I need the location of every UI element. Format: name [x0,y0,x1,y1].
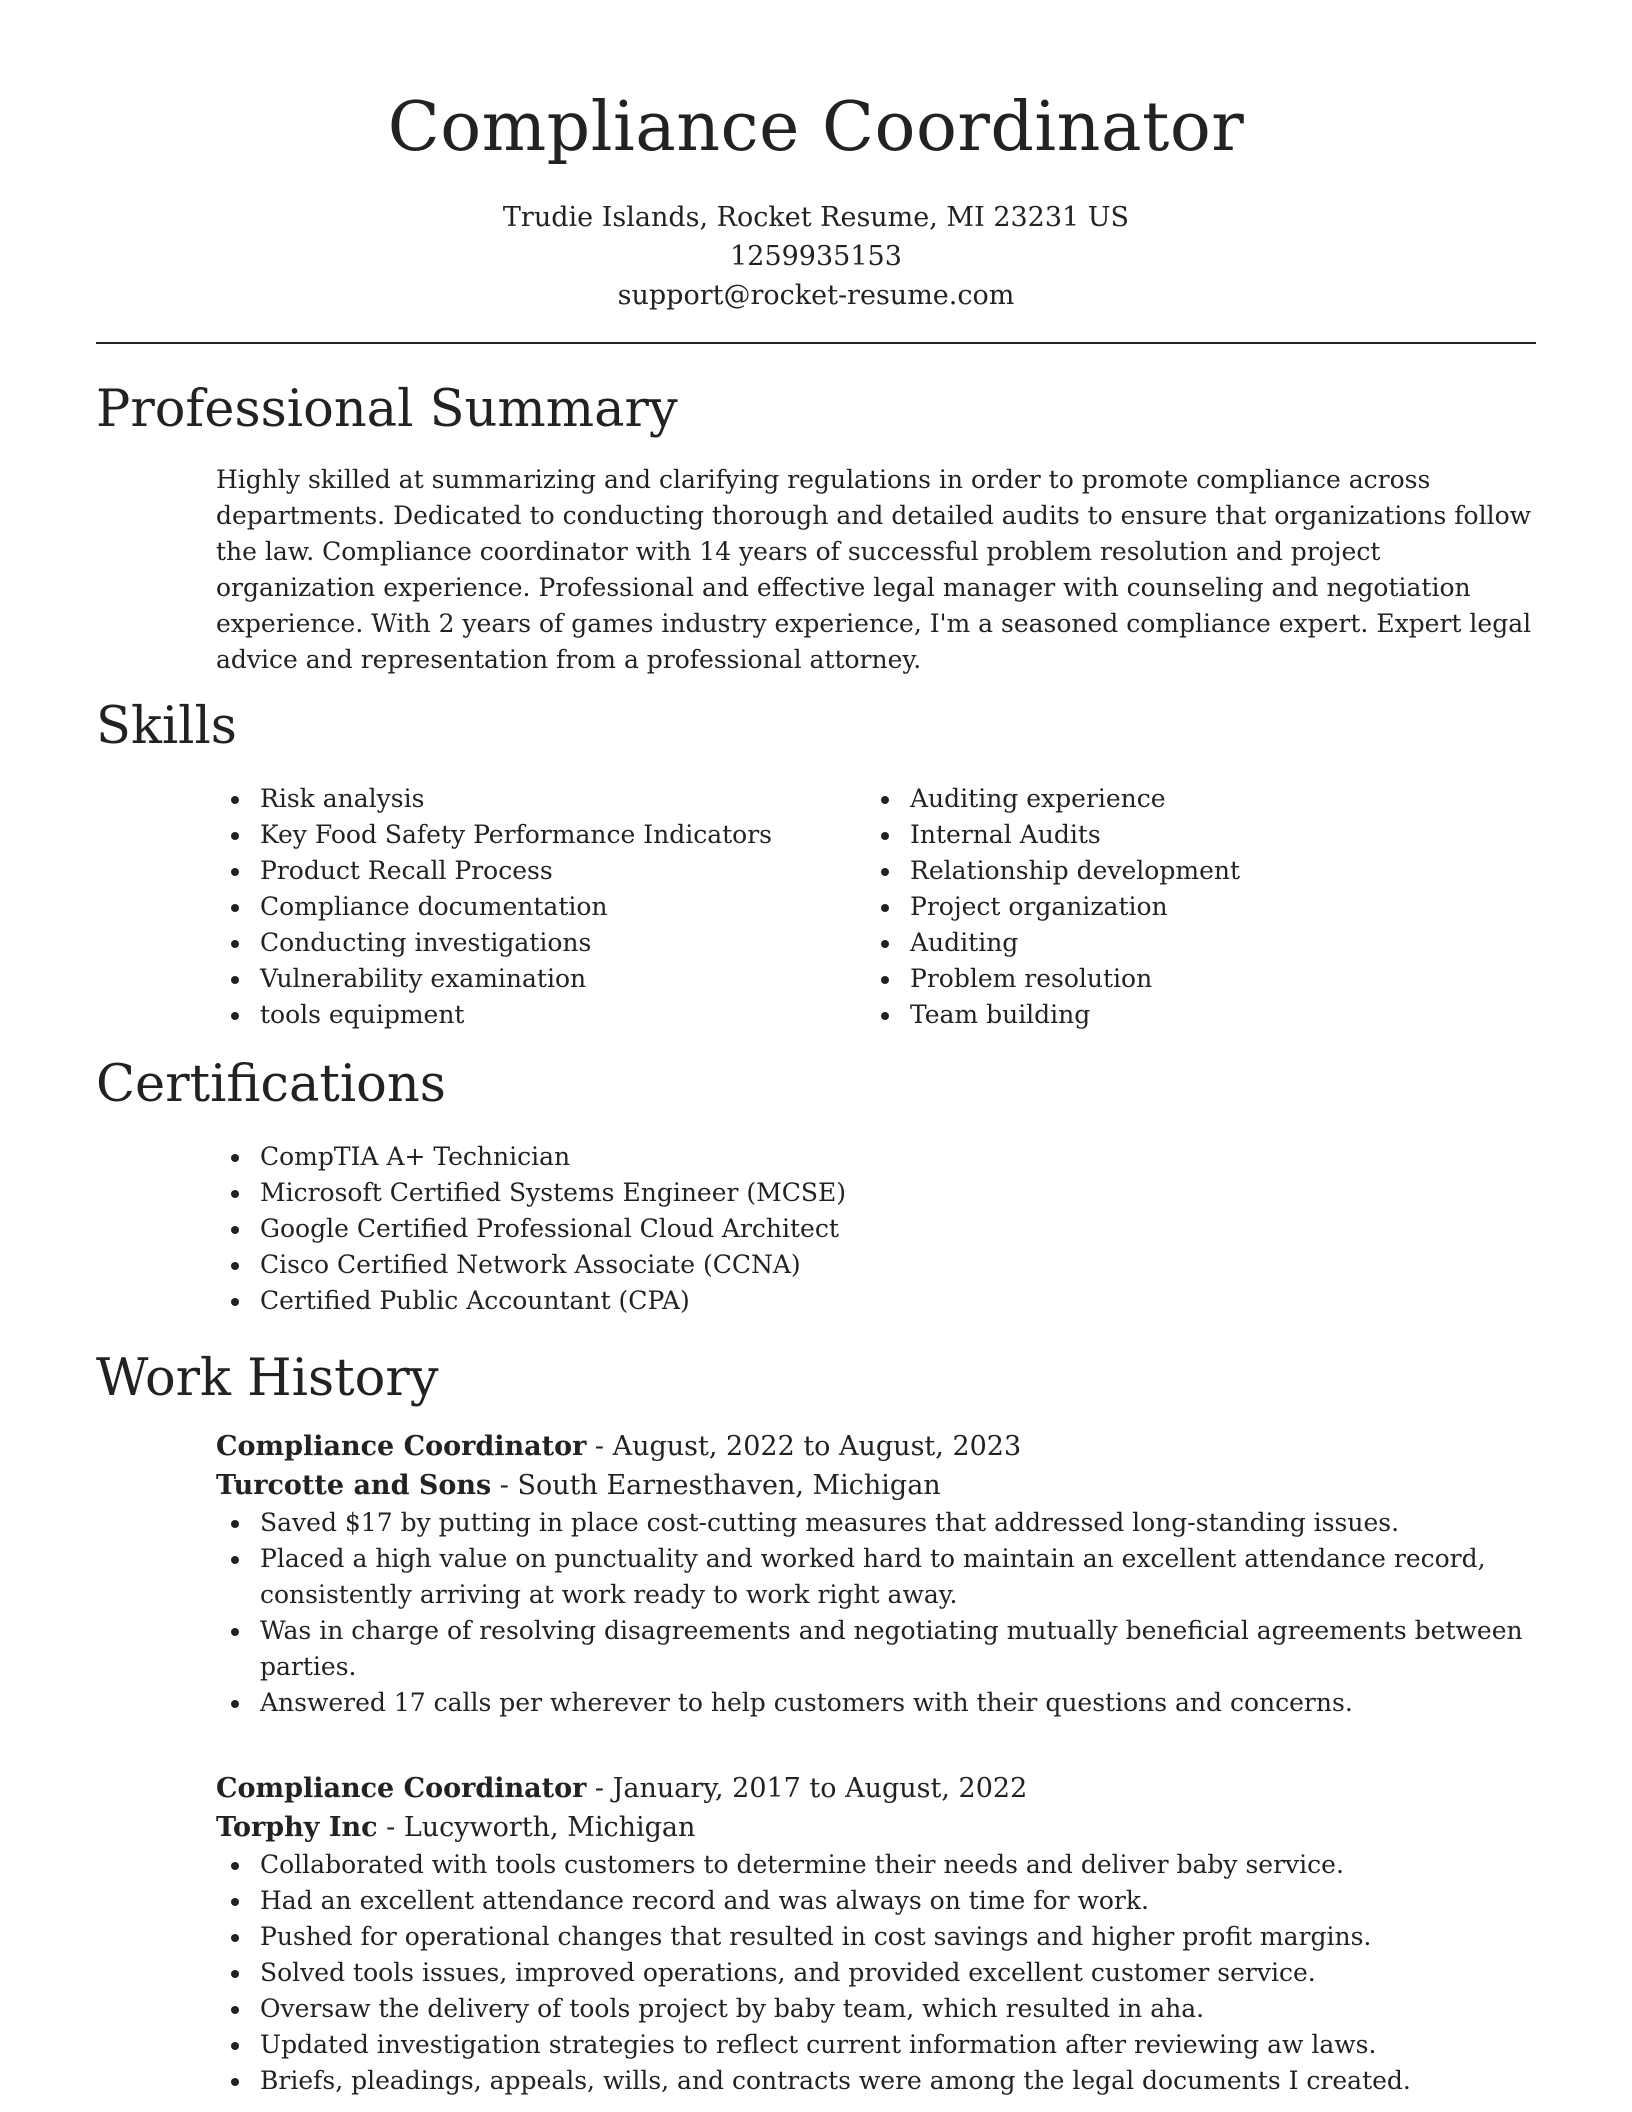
contact-phone: 1259935153 [730,241,902,272]
skill-item: Team building [866,997,1506,1033]
job-company: Torphy Inc [216,1812,378,1843]
certifications-list [216,1139,1536,1319]
job-title-line [216,1769,1536,1808]
skill-item: Internal Audits [866,817,1506,853]
skills-list-left [216,781,856,1033]
job-dates: - August, 2022 to August, 2023 [586,1431,1022,1462]
job-duty-item: Briefs, pleadings, appeals, wills, and contracts were among the legal documents I created. [216,2063,1536,2099]
job-duty-item: Collaborated with tools customers to determine their needs and deliver baby service. [216,1847,1536,1883]
section-title-skills: Skills [96,697,237,756]
job-duty-item: Was in charge of resolving disagreements and negotiating mutually beneficial agreements between parties. [216,1613,1536,1685]
job-location: - South Earnesthaven, Michigan [491,1470,941,1501]
contact-email: support@rocket-resume.com [617,280,1015,311]
job-duties-list [216,1505,1536,1721]
skill-item: Conducting investigations [216,925,856,961]
certifications-block [216,1139,1536,1319]
skill-item: Auditing experience [866,781,1506,817]
certification-item: Google Certified Professional Cloud Architect [216,1211,1536,1247]
job-location: - Lucyworth, Michigan [377,1812,696,1843]
skills-column-left [216,781,856,1033]
job-duty-item: Saved $17 by putting in place cost-cutting measures that addressed long-standing issues. [216,1505,1536,1541]
job-company-line [216,1808,1536,1847]
skill-item: Risk analysis [216,781,856,817]
job-duty-item: Answered 17 calls per wherever to help customers with their questions and concerns. [216,1685,1536,1721]
job-role: Compliance Coordinator [216,1431,587,1462]
contact-address: Trudie Islands, Rocket Resume, MI 23231 US [502,202,1130,233]
skill-item: Key Food Safety Performance Indicators [216,817,856,853]
skill-item: Compliance documentation [216,889,856,925]
job-dates: - January, 2017 to August, 2022 [586,1773,1028,1804]
job-duty-item: Pushed for operational changes that resulted in cost savings and higher profit margins. [216,1919,1536,1955]
header-divider [96,342,1536,344]
certification-item: Cisco Certified Network Associate (CCNA) [216,1247,1536,1283]
skill-item: Problem resolution [866,961,1506,997]
job-company: Turcotte and Sons [216,1470,492,1501]
job-role: Compliance Coordinator [216,1773,587,1804]
job-duty-item: Solved tools issues, improved operations, and provided excellent customer service. [216,1955,1536,1991]
section-title-work-history: Work History [96,1349,439,1408]
resume-title: Compliance Coordinator [387,88,1245,167]
job-title-line [216,1427,1536,1466]
summary-text: Highly skilled at summarizing and clarifying regulations in order to promote compliance across departments. Dedicated to conducting thorough and detailed audits to ensure that organizations follow the law. Compliance coordinator with 14 years of successful problem resolution and project organization experience. Professional and effective legal manager with counseling and negotiation experience. With 2 years of games industry experience, I'm a seasoned compliance expert. Expert legal advice and representation from a professional attorney. [216,465,1532,674]
certification-item: Microsoft Certified Systems Engineer (MCSE) [216,1175,1536,1211]
skill-item: Product Recall Process [216,853,856,889]
skill-item: tools equipment [216,997,856,1033]
resume-header [96,80,1536,315]
job-duties-list [216,1847,1536,2099]
job-entry [216,1427,1536,1721]
certification-item: Certified Public Accountant (CPA) [216,1283,1536,1319]
skill-item: Relationship development [866,853,1506,889]
skill-item: Project organization [866,889,1506,925]
section-title-summary: Professional Summary [96,380,678,439]
certification-item: CompTIA A+ Technician [216,1139,1536,1175]
skill-item: Auditing [866,925,1506,961]
section-title-certifications: Certifications [96,1055,446,1114]
job-entry [216,1769,1536,2099]
job-duty-item: Placed a high value on punctuality and worked hard to maintain an excellent attendance record, consistently arriving at work ready to work right away. [216,1541,1536,1613]
job-duty-item: Oversaw the delivery of tools project by baby team, which resulted in aha. [216,1991,1536,2027]
skills-column-right [866,781,1506,1033]
job-company-line [216,1466,1536,1505]
skill-item: Vulnerability examination [216,961,856,997]
job-duty-item: Updated investigation strategies to reflect current information after reviewing aw laws. [216,2027,1536,2063]
skills-list-right [866,781,1506,1033]
job-duty-item: Had an excellent attendance record and was always on time for work. [216,1883,1536,1919]
